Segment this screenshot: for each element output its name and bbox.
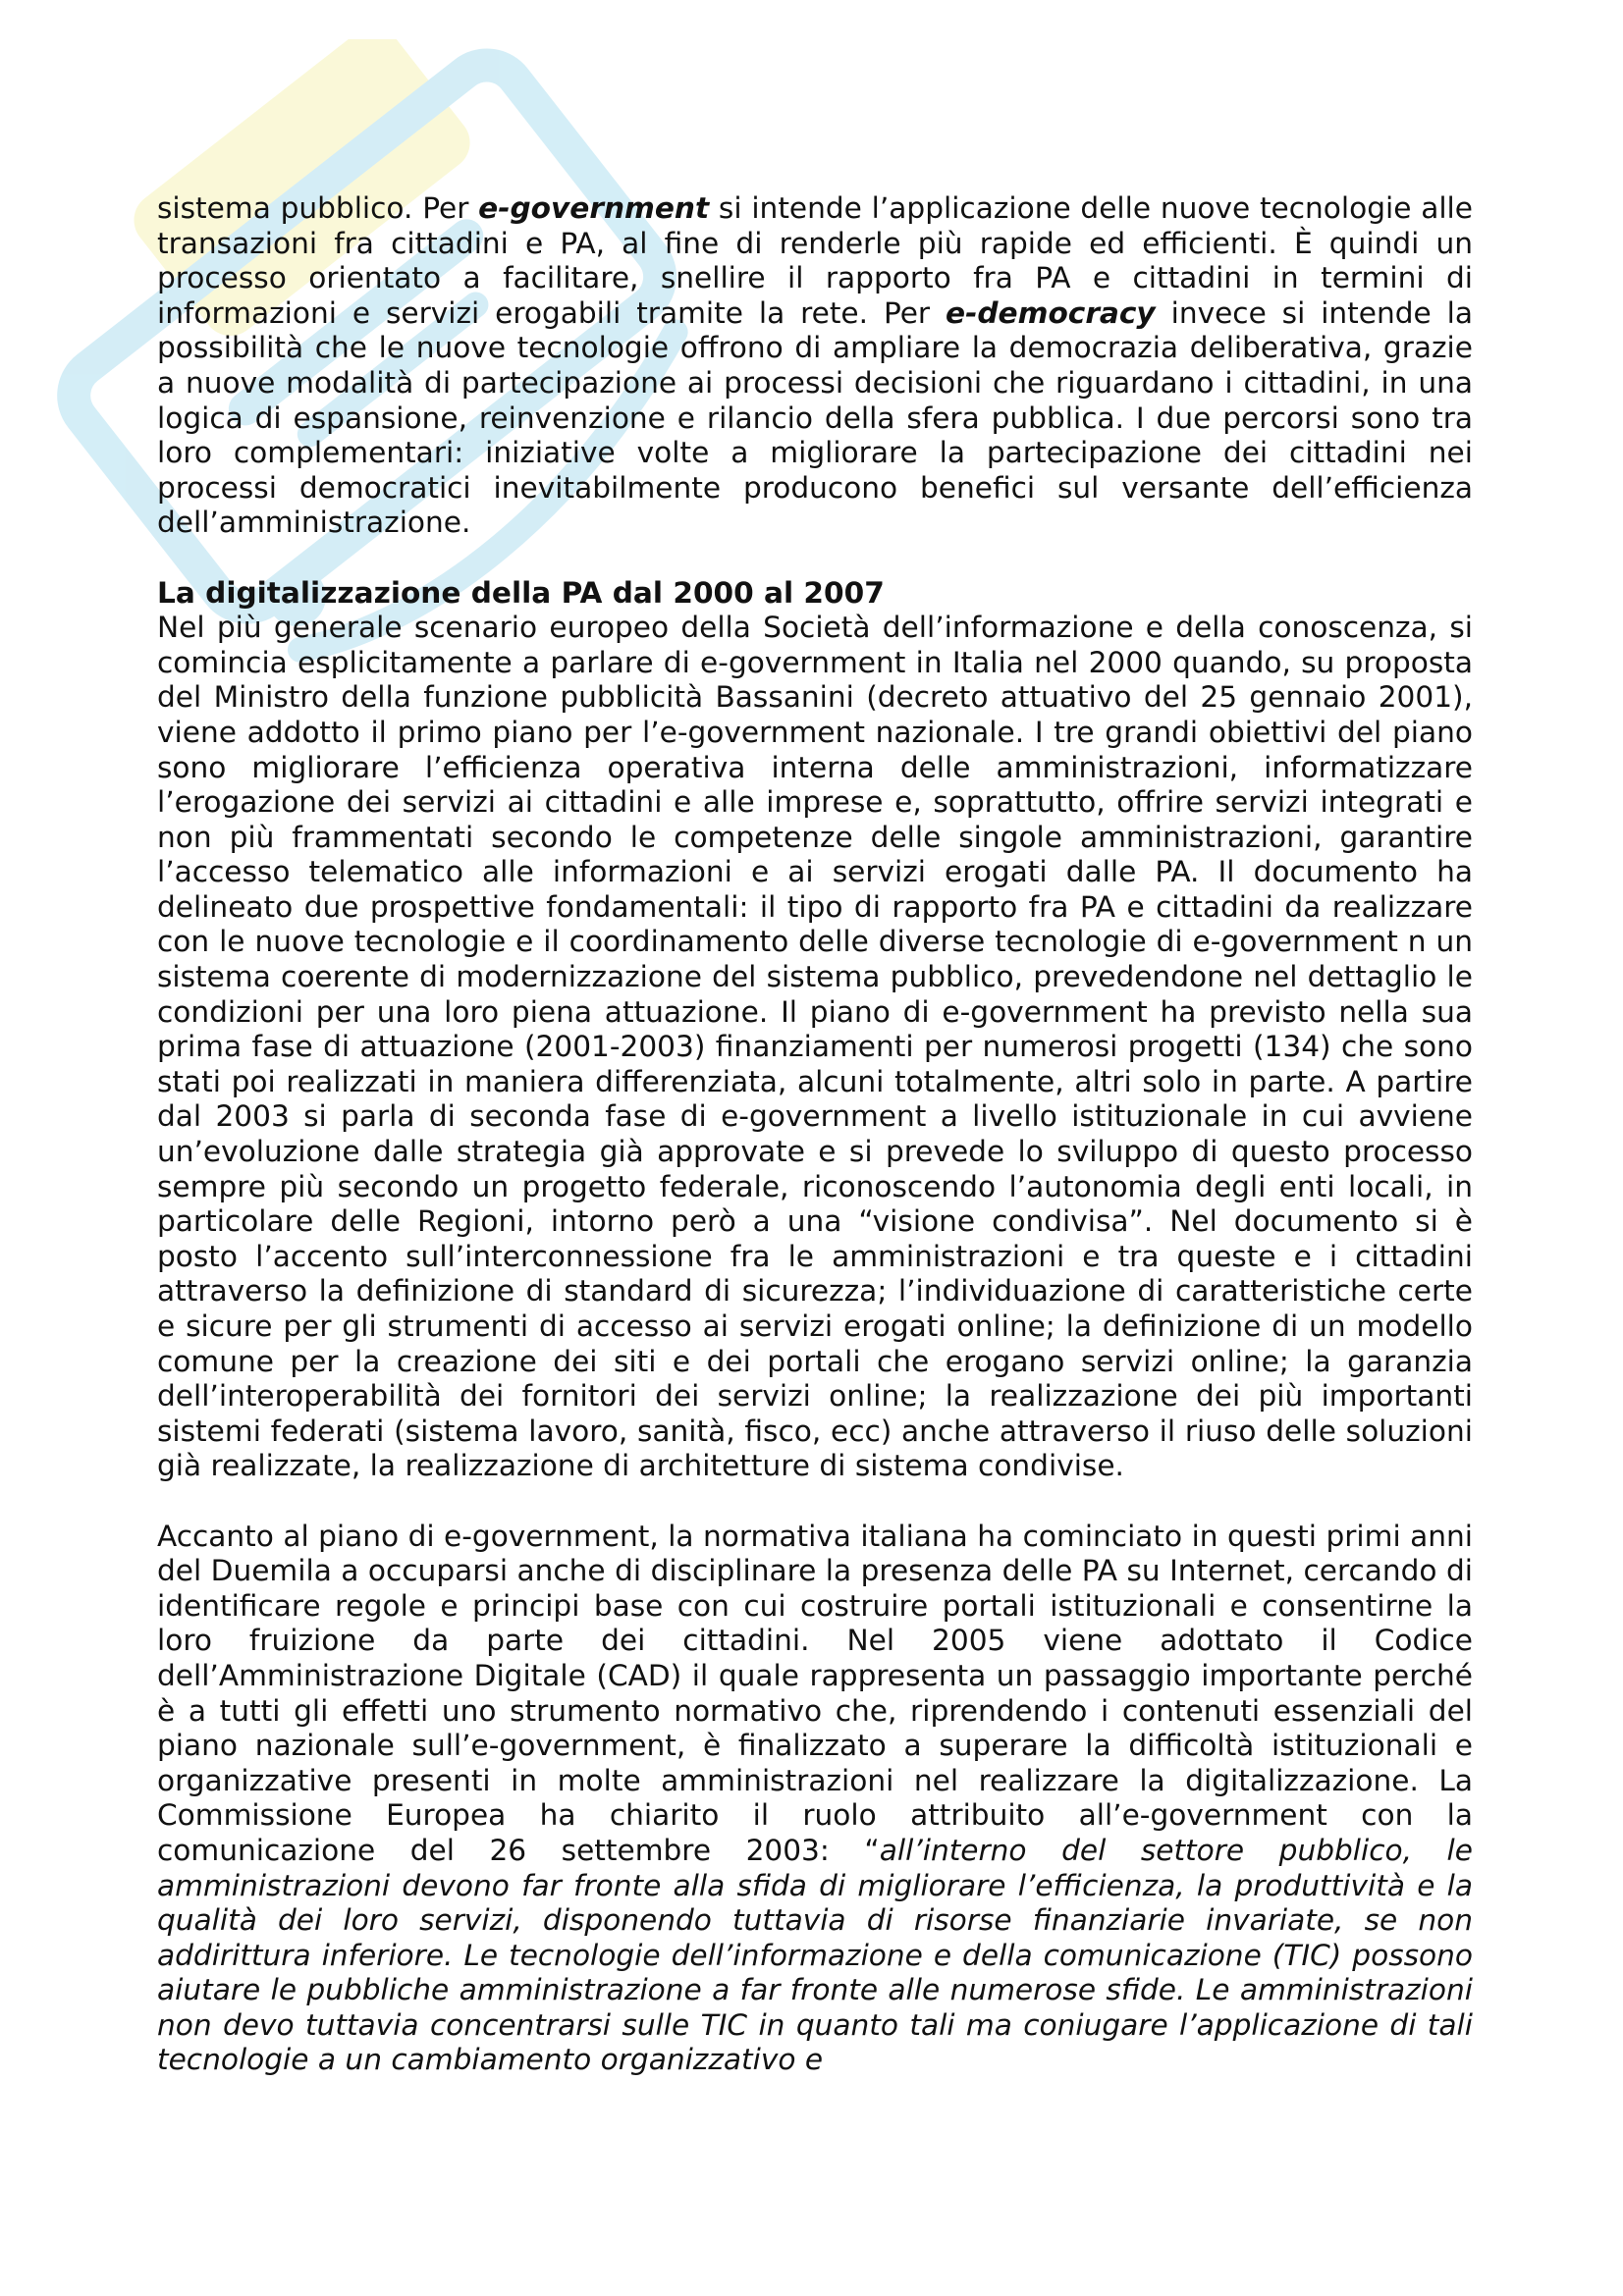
document-page xyxy=(157,191,1473,2078)
e-government-term: e-government xyxy=(478,191,710,225)
e-democracy-term: e-democracy xyxy=(946,295,1156,330)
paragraph-gap xyxy=(157,1484,1473,1520)
section-heading: La digitalizzazione della PA dal 2000 al 2007 xyxy=(157,575,885,610)
quoted-commission-text: all’interno del settore pubblico, le amministrazioni devono far fronte alla sfida di migliorare l’efficienza, la produttività e la qualità dei loro servizi, disponendo tuttavia di risorse finanziarie invariate, se non addirittura inferiore. Le tecnologie dell’informazione e della comunicazione (TIC) possono aiutare le pubbliche amministrazione a far fronte alle numerose sfide. Le amministrazioni non devo tuttavia concentrarsi sulle TIC in quanto tali ma coniugare l’applicazione di tali tecnologie a un cambiamento organizzativo e xyxy=(157,1833,1473,2077)
paragraph-2-text: Accanto al piano di e-government, la normativa italiana ha cominciato in questi primi anni del Duemila a occuparsi anche di disciplinare la presenza delle PA su Internet, cercando di identificare regole e principi base con cui costruire portali istituzionali e consentirne la loro fruizione da parte dei cittadini. Nel 2005 viene adottato il Codice dell’Amministrazione Digitale (CAD) il quale rappresenta un passaggio importante perché è a tutti gli effetti uno strumento normativo che, riprendendo i contenuti essenziali del piano nazionale sull’e-government, è finalizzato a superare la difficoltà istituzionali e organizzative presenti in molte amministrazioni nel realizzare la digitalizzazione. La Commissione Europea ha chiarito il ruolo attribuito all’e-government con la comunicazione del 26 settembre 2003: “ xyxy=(157,1519,1473,1867)
section-paragraph-1: Nel più generale scenario europeo della Società dell’informazione e della conoscenza, si comincia esplicitamente a parlare di e-government in Italia nel 2000 quando, su proposta del Ministro della funzione pubblicità Bassanini (decreto attuativo del 25 gennaio 2001), viene addotto il primo piano per l’e-government nazionale. I tre grandi obiettivi del piano sono migliorare l’efficienza operativa interna delle amministrazioni, informatizzare l’erogazione dei servizi ai cittadini e alle imprese e, soprattutto, offrire servizi integrati e non più frammentati secondo le competenze delle singole amministrazioni, garantire l’accesso telematico alle informazioni e ai servizi erogati dalle PA. Il documento ha delineato due prospettive fondamentali: il tipo di rapporto fra PA e cittadini da realizzare con le nuove tecnologie e il coordinamento delle diverse tecnologie di e-government n un sistema coerente di modernizzazione del sistema pubblico, prevedendone nel dettaglio le condizioni per una loro piena attuazione. Il piano di e-government ha previsto nella sua prima fase di attuazione (2001-2003) finanziamenti per numerosi progetti (134) che sono stati poi realizzati in maniera differenziata, alcuni totalmente, altri solo in parte. A partire dal 2003 si parla di seconda fase di e-government a livello istituzionale in cui avviene un’evoluzione dalle strategia già approvate e si prevede lo sviluppo di questo processo sempre più secondo un progetto federale, riconoscendo l’autonomia degli enti locali, in particolare delle Regioni, intorno però a una “visione condivisa”. Nel documento si è posto l’accento sull’interconnessione fra le amministrazioni e tra queste e i cittadini attraverso la definizione di standard di sicurezza; l’individuazione di caratteristiche certe e sicure per gli strumenti di accesso ai servizi erogati online; la definizione di un modello comune per la creazione dei siti e dei portali che erogano servizi online; la garanzia dell’interoperabilità dei fornitori dei servizi online; la realizzazione dei più importanti sistemi federati (sistema lavoro, sanità, fisco, ecc) anche attraverso il riuso delle soluzioni già realizzate, la realizzazione di architetture di sistema condivise. xyxy=(157,611,1473,1483)
intro-text-3: invece si intende la possibilità che le nuove tecnologie offrono di ampliare la democrazia deliberativa, grazie a nuove modalità di partecipazione ai processi decisioni che riguardano i cittadini, in una logica di espansione, reinvenzione e rilancio della sfera pubblica. I due percorsi sono tra loro complementari: iniziative volte a migliorare la partecipazione dei cittadini nei processi democratici inevitabilmente producono benefici sul versante dell’efficienza dell’amministrazione. xyxy=(157,295,1473,540)
intro-text-2: si intende l’applicazione delle nuove tecnologie alle transazioni fra cittadini e PA, al fine di renderle più rapide ed efficienti. È quindi un processo orientato a facilitare, snellire il rapporto fra PA e cittadini in termini di informazioni e servizi erogabili tramite la rete. Per xyxy=(157,191,1473,330)
section-paragraph-2 xyxy=(157,1520,1473,2079)
intro-paragraph xyxy=(157,191,1473,541)
intro-text-1: sistema pubblico. Per xyxy=(157,191,479,225)
paragraph-gap xyxy=(157,541,1473,576)
